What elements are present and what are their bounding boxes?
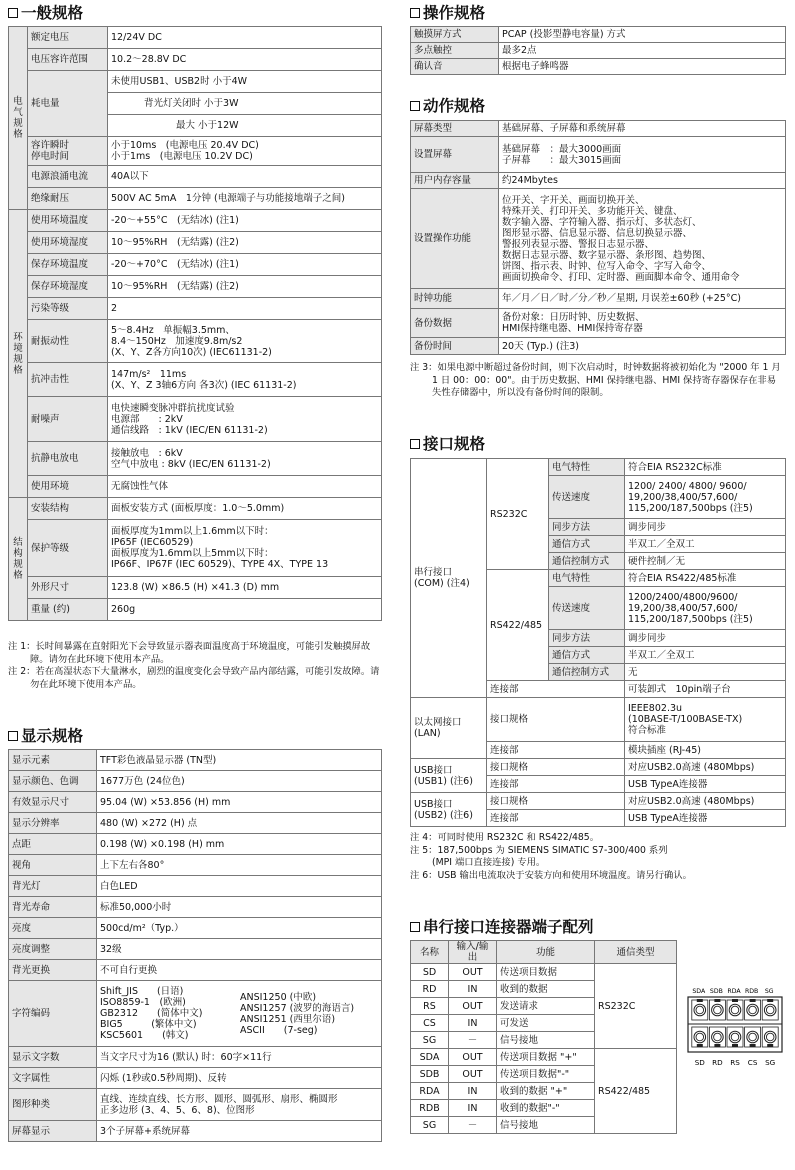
pin-function: 收到的数据 "+" bbox=[497, 1083, 595, 1100]
terminal-label-top: RDA bbox=[727, 988, 741, 995]
row-key: 触摸屏方式 bbox=[411, 27, 499, 43]
row-key: 耐振动性 bbox=[28, 320, 108, 363]
table-row bbox=[9, 71, 382, 93]
row-key: 额定电压 bbox=[28, 27, 108, 49]
row-key: 背光寿命 bbox=[9, 897, 97, 918]
row-key: 接口规格 bbox=[487, 793, 625, 810]
row-key: 确认音 bbox=[411, 59, 499, 75]
row-value: 10.2～28.8V DC bbox=[108, 49, 382, 71]
row-key: 屏幕类型 bbox=[411, 121, 499, 137]
row-key: 背光更换 bbox=[9, 960, 97, 981]
row-value: 不可自行更换 bbox=[97, 960, 382, 981]
row-key: 字符编码 bbox=[9, 981, 97, 1047]
row-key: 点距 bbox=[9, 834, 97, 855]
row-key: 备份时间 bbox=[411, 338, 499, 355]
column-header: 名称 bbox=[411, 941, 449, 964]
row-value: 根据电子蜂鸣器 bbox=[499, 59, 786, 75]
pin-name: SD bbox=[411, 964, 449, 981]
row-value: 电快速瞬变脉冲群抗扰度试验 电源部 : 2kV 通信线路 : 1kV (IEC/EN 61131-2) bbox=[108, 397, 382, 442]
row-key: 显示颜色、色调 bbox=[9, 771, 97, 792]
rs232c-label: RS232C bbox=[487, 459, 549, 570]
square-bullet-icon bbox=[410, 8, 420, 18]
row-value: 模块插座 (RJ-45) bbox=[625, 742, 786, 759]
pin-name: RDA bbox=[411, 1083, 449, 1100]
row-key: 时钟功能 bbox=[411, 289, 499, 309]
note: 注 5：187,500bps 为 SIEMENS SIMATIC S7-300/400 系列 (MPI 端口直接连接) 专用。 bbox=[410, 844, 668, 868]
terminal-clip bbox=[697, 999, 703, 1002]
table-row bbox=[411, 459, 786, 476]
row-key: 电气特性 bbox=[549, 570, 625, 587]
terminal-clip bbox=[732, 999, 738, 1002]
table-row bbox=[411, 27, 786, 43]
row-key: 显示元素 bbox=[9, 750, 97, 771]
terminal-clip bbox=[767, 999, 773, 1002]
row-key: 耐噪声 bbox=[28, 397, 108, 442]
table-row bbox=[9, 188, 382, 210]
row-value: 面板厚度为1mm以上1.6mm以下时： IP65F (IEC60529) 面板厚度为1.6mm以上5mm以下时： IP66F、IP67F (IEC 60529)、TYPE 4X、TYPE 13 bbox=[108, 520, 382, 577]
row-key: 视角 bbox=[9, 855, 97, 876]
table-row bbox=[411, 137, 786, 173]
pin-io: OUT bbox=[449, 1066, 497, 1083]
pin-name: CS bbox=[411, 1015, 449, 1032]
row-key: 屏幕显示 bbox=[9, 1121, 97, 1142]
square-bullet-icon bbox=[410, 922, 420, 932]
row-key: 容许瞬时 停电时间 bbox=[28, 137, 108, 166]
terminal-clip bbox=[732, 1044, 738, 1047]
row-key: 背光灯 bbox=[9, 876, 97, 897]
pin-name: SG bbox=[411, 1117, 449, 1134]
terminal-clip bbox=[714, 999, 720, 1002]
table-row bbox=[9, 981, 382, 1047]
encoding-cell bbox=[97, 981, 382, 1047]
row-value: 147m/s² 11ms (X、Y、Z 3轴6方向 各3次) (IEC 61131-2) bbox=[108, 363, 382, 397]
row-key: 绝缘耐压 bbox=[28, 188, 108, 210]
table-row bbox=[9, 897, 382, 918]
pin-io: IN bbox=[449, 1100, 497, 1117]
interface-label: 以太网接口 (LAN) bbox=[411, 698, 487, 759]
row-key: 保存环境湿度 bbox=[28, 276, 108, 298]
row-key: 连接部 bbox=[487, 742, 625, 759]
row-key: 显示文字数 bbox=[9, 1047, 97, 1068]
interface-title: 接口规格 bbox=[410, 435, 485, 453]
pin-function: 收到的数据 bbox=[497, 981, 595, 998]
row-key: 同步方法 bbox=[549, 630, 625, 647]
table-row bbox=[9, 49, 382, 71]
row-key: 保护等级 bbox=[28, 520, 108, 577]
row-value: 对应USB2.0高速 (480Mbps) bbox=[625, 793, 786, 810]
column-header: 功能 bbox=[497, 941, 595, 964]
row-value: 小于10ms (电源电压 20.4V DC) 小于1ms (电源电压 10.2V DC) bbox=[108, 137, 382, 166]
table-row bbox=[411, 338, 786, 355]
row-key: 备份数据 bbox=[411, 309, 499, 338]
row-key: 通信方式 bbox=[549, 536, 625, 553]
row-key: 连接部 bbox=[487, 776, 625, 793]
action-note: 注 3：如果电源中断超过备份时间，则下次启动时，时钟数据将被初始化为 "2000 年 1 月 1 日 00：00：00"。由于历史数据、HMI 保持继电器、HMI 保持寄存器保存在非易失性存储器中，所以没有备份时间的限制。 bbox=[410, 362, 781, 398]
row-value: 硬件控制／无 bbox=[625, 553, 786, 570]
row-value: 260g bbox=[108, 599, 382, 621]
table-row bbox=[9, 876, 382, 897]
table-row bbox=[9, 750, 382, 771]
row-value: IEEE802.3u (10BASE-T/100BASE-TX) 符合标准 bbox=[625, 698, 786, 742]
table-row bbox=[9, 276, 382, 298]
pin-assignment-table bbox=[410, 940, 677, 1134]
table-row bbox=[411, 309, 786, 338]
pin-io: OUT bbox=[449, 964, 497, 981]
terminal-clip bbox=[750, 1044, 756, 1047]
row-key: 耗电量 bbox=[28, 71, 108, 137]
row-key: 使用环境 bbox=[28, 476, 108, 498]
row-value: USB TypeA连接器 bbox=[625, 810, 786, 827]
table-row bbox=[9, 771, 382, 792]
row-key: 安装结构 bbox=[28, 498, 108, 520]
display-spec-table bbox=[8, 749, 382, 1142]
row-value: 500cd/m²（Typ.） bbox=[97, 918, 382, 939]
pin-function: 发送请求 bbox=[497, 998, 595, 1015]
rs422-label: RS422/485 bbox=[487, 570, 549, 681]
general-title: 一般规格 bbox=[8, 4, 83, 22]
operation-title: 操作规格 bbox=[410, 4, 485, 22]
pin-function: 传送项目数据 bbox=[497, 964, 595, 981]
encoding-list-right: ANSI1250 (中欧) ANSI1257 (波罗的海语言) ANSI1251 (西里尔语) ASCII (7-seg) bbox=[240, 991, 355, 1036]
row-value: 年／月／日／时／分／秒／星期, 月误差±60秒 (+25°C) bbox=[499, 289, 786, 309]
table-row bbox=[411, 793, 786, 810]
row-key: 外形尺寸 bbox=[28, 577, 108, 599]
row-key: 接口规格 bbox=[487, 698, 625, 742]
row-value: 0.198 (W) ×0.198 (H) mm bbox=[97, 834, 382, 855]
row-key: 图形种类 bbox=[9, 1089, 97, 1121]
row-value: 标准50,000小时 bbox=[97, 897, 382, 918]
row-key: 电气特性 bbox=[549, 459, 625, 476]
pin-io: IN bbox=[449, 1015, 497, 1032]
terminal-clip bbox=[767, 1044, 773, 1047]
terminal-block-diagram bbox=[686, 985, 784, 1070]
row-value: 位开关、字开关、画面切换开关、 特殊开关、打印开关、多功能开关、键盘、 数字输入器、字符输入器、指示灯、多状态灯、 图形显示器、信息显示器、信息切换显示器、 警报列表显示器、警报日志显示器、 数据日志显示器、数字显示器、条形图、趋势图、 饼图、指示表、时钟、位写入命令、字写入命令、 画面切换命令、打印、定时器、画面脚本命令、通用命令 bbox=[499, 189, 786, 289]
pin-function: 信号接地 bbox=[497, 1117, 595, 1134]
row-key: 用户内存容量 bbox=[411, 173, 499, 189]
table-row bbox=[9, 855, 382, 876]
comm-type: RS232C bbox=[595, 964, 677, 1049]
row-value: 备份对象：日历时钟、历史数据、 HMI保持继电器、HMI保持寄存器 bbox=[499, 309, 786, 338]
table-row bbox=[411, 759, 786, 776]
pin-name: RD bbox=[411, 981, 449, 998]
table-row bbox=[9, 813, 382, 834]
row-value: 5～8.4Hz 单振幅3.5mm、 8.4～150Hz 加速度9.8m/s2 (X、Y、Z各方向10次) (IEC61131-2) bbox=[108, 320, 382, 363]
row-value: USB TypeA连接器 bbox=[625, 776, 786, 793]
pin-function: 收到的数据"-" bbox=[497, 1100, 595, 1117]
square-bullet-icon bbox=[8, 731, 18, 741]
interface-spec-table bbox=[410, 458, 786, 827]
table-row bbox=[9, 834, 382, 855]
table-row bbox=[9, 397, 382, 442]
row-value: 最多2点 bbox=[499, 43, 786, 59]
display-title: 显示规格 bbox=[8, 727, 83, 745]
row-value: 调步同步 bbox=[625, 519, 786, 536]
group-label: 结 构 规 格 bbox=[9, 498, 28, 621]
terminal-label-bottom: RD bbox=[712, 1058, 723, 1067]
row-value: 半双工／全双工 bbox=[625, 536, 786, 553]
column-header: 输入/输出 bbox=[449, 941, 497, 964]
row-key: 使用环境湿度 bbox=[28, 232, 108, 254]
table-row bbox=[9, 939, 382, 960]
row-value: 1200/2400/4800/9600/ 19,200/38,400/57,600/ 115,200/187,500bps (注5) bbox=[625, 587, 786, 630]
row-key: 有效显示尺寸 bbox=[9, 792, 97, 813]
row-value: 基础屏幕、子屏幕和系统屏幕 bbox=[499, 121, 786, 137]
square-bullet-icon bbox=[8, 8, 18, 18]
table-row bbox=[9, 232, 382, 254]
row-value: 基础屏幕 ：最大3000画面 子屏幕 ：最大3015画面 bbox=[499, 137, 786, 173]
row-value: 无 bbox=[625, 664, 786, 681]
row-key: 通信控制方式 bbox=[549, 553, 625, 570]
terminal-label-bottom: CS bbox=[747, 1058, 758, 1067]
pins-title: 串行接口连接器端子配列 bbox=[410, 918, 594, 936]
row-key: 电压容许范围 bbox=[28, 49, 108, 71]
row-value: 40A以下 bbox=[108, 166, 382, 188]
table-row bbox=[9, 298, 382, 320]
row-value: 白色LED bbox=[97, 876, 382, 897]
operation-spec-table bbox=[410, 26, 786, 75]
row-value: 可装卸式 10pin端子台 bbox=[625, 681, 786, 698]
row-value: 3个子屏幕+系统屏幕 bbox=[97, 1121, 382, 1142]
terminal-label-top: SDB bbox=[709, 988, 723, 995]
row-value: 12/24V DC bbox=[108, 27, 382, 49]
action-spec-table bbox=[410, 120, 786, 355]
terminal-label-top: RDB bbox=[744, 988, 759, 995]
table-row bbox=[9, 363, 382, 397]
pin-name: RDB bbox=[411, 1100, 449, 1117]
row-value: 闪烁 (1秒或0.5秒周期)、反转 bbox=[97, 1068, 382, 1089]
row-value: 半双工／全双工 bbox=[625, 647, 786, 664]
table-row bbox=[9, 520, 382, 577]
table-row bbox=[411, 964, 677, 981]
terminal-label-bottom: SD bbox=[694, 1058, 705, 1067]
row-key: 保存环境温度 bbox=[28, 254, 108, 276]
row-value: -20～+55°C (无结冰) (注1) bbox=[108, 210, 382, 232]
square-bullet-icon bbox=[410, 439, 420, 449]
table-row bbox=[411, 173, 786, 189]
row-value: -20～+70°C (无结冰) (注1) bbox=[108, 254, 382, 276]
pin-name: SDA bbox=[411, 1049, 449, 1066]
pin-name: SG bbox=[411, 1032, 449, 1049]
table-row bbox=[411, 59, 786, 75]
pin-io: OUT bbox=[449, 1049, 497, 1066]
table-row bbox=[9, 137, 382, 166]
interface-notes bbox=[410, 832, 785, 882]
row-value: 面板安装方式 (面板厚度：1.0～5.0mm) bbox=[108, 498, 382, 520]
pin-name: RS bbox=[411, 998, 449, 1015]
row-key: 使用环境温度 bbox=[28, 210, 108, 232]
row-value: 123.8 (W) ×86.5 (H) ×41.3 (D) mm bbox=[108, 577, 382, 599]
row-value: 2 bbox=[108, 298, 382, 320]
encoding-list-left: Shift_JIS (日语) ISO8859-1 (欧洲) GB2312 (简体中文) BIG5 (繁体中文) KSC5601 (韩文) bbox=[100, 986, 203, 1041]
table-row bbox=[9, 960, 382, 981]
pin-function: 传送项目数据 "+" bbox=[497, 1049, 595, 1066]
action-title: 动作规格 bbox=[410, 97, 485, 115]
serial-label: 串行接口 (COM) (注4) bbox=[411, 459, 487, 698]
row-value: 1677万色 (24位色) bbox=[97, 771, 382, 792]
note: 注 2：若在高湿状态下大量淋水，剧烈的温度变化会导致产品内部结露，可能引发故障。请勿在此环境下使用本产品。 bbox=[8, 666, 380, 690]
general-spec-table bbox=[8, 26, 382, 621]
row-value: 符合EIA RS422/485标准 bbox=[625, 570, 786, 587]
row-value: 当文字尺寸为16 (默认) 时：60字×11行 bbox=[97, 1047, 382, 1068]
row-value: 无腐蚀性气体 bbox=[108, 476, 382, 498]
row-value: 直线、连续直线、长方形、圆形、圆弧形、扇形、椭圆形 正多边形 (3、4、5、6、8)、位图形 bbox=[97, 1089, 382, 1121]
row-value: 500V AC 5mA 1分钟 (电源端子与功能接地端子之间) bbox=[108, 188, 382, 210]
table-row bbox=[9, 210, 382, 232]
row-value: PCAP (投影型静电容量) 方式 bbox=[499, 27, 786, 43]
terminal-clip bbox=[750, 999, 756, 1002]
row-value: 上下左右各80° bbox=[97, 855, 382, 876]
general-notes bbox=[8, 641, 381, 691]
pin-function: 信号接地 bbox=[497, 1032, 595, 1049]
row-key: 传送速度 bbox=[549, 587, 625, 630]
table-row bbox=[9, 166, 382, 188]
note: 注 6：USB 输出电流取决于安装方向和使用环境温度。请另行确认。 bbox=[410, 869, 692, 881]
row-key: 连接部 bbox=[487, 681, 625, 698]
row-key: 多点触控 bbox=[411, 43, 499, 59]
row-value: 调步同步 bbox=[625, 630, 786, 647]
row-key: 重量 (约) bbox=[28, 599, 108, 621]
row-value: 符合EIA RS232C标准 bbox=[625, 459, 786, 476]
row-value: 对应USB2.0高速 (480Mbps) bbox=[625, 759, 786, 776]
row-value: 10～95%RH (无结露) (注2) bbox=[108, 276, 382, 298]
table-row bbox=[9, 442, 382, 476]
table-row bbox=[9, 792, 382, 813]
table-row bbox=[9, 27, 382, 49]
table-row bbox=[9, 1068, 382, 1089]
row-key: 电源浪涌电流 bbox=[28, 166, 108, 188]
table-row bbox=[411, 698, 786, 742]
row-value: TFT彩色液晶显示器 (TN型) bbox=[97, 750, 382, 771]
table-row bbox=[9, 476, 382, 498]
table-row bbox=[9, 254, 382, 276]
row-key: 抗静电放电 bbox=[28, 442, 108, 476]
table-row bbox=[9, 918, 382, 939]
row-value: 接触放电 : 6kV 空气中放电 : 8kV (IEC/EN 61131-2) bbox=[108, 442, 382, 476]
terminal-label-top: SDA bbox=[692, 988, 706, 995]
row-key: 通信方式 bbox=[549, 647, 625, 664]
row-value: 背光灯关闭时 小于3W bbox=[108, 93, 382, 115]
row-key: 亮度调整 bbox=[9, 939, 97, 960]
pin-function: 可发送 bbox=[497, 1015, 595, 1032]
table-row bbox=[411, 121, 786, 137]
terminal-label-top: SG bbox=[764, 988, 774, 995]
table-row bbox=[411, 189, 786, 289]
row-key: 通信控制方式 bbox=[549, 664, 625, 681]
pin-name: SDB bbox=[411, 1066, 449, 1083]
row-value: 95.04 (W) ×53.856 (H) mm bbox=[97, 792, 382, 813]
row-value: 未使用USB1、USB2时 小于4W bbox=[108, 71, 382, 93]
row-key: 文字属性 bbox=[9, 1068, 97, 1089]
pin-io: IN bbox=[449, 981, 497, 998]
row-key: 传送速度 bbox=[549, 476, 625, 519]
table-row bbox=[411, 43, 786, 59]
table-row bbox=[9, 498, 382, 520]
terminal-clip bbox=[714, 1044, 720, 1047]
row-key: 设置屏幕 bbox=[411, 137, 499, 173]
row-key: 显示分辨率 bbox=[9, 813, 97, 834]
pin-io: OUT bbox=[449, 998, 497, 1015]
table-row bbox=[9, 1047, 382, 1068]
row-value: 480 (W) ×272 (H) 点 bbox=[97, 813, 382, 834]
group-label: 电 气 规 格 bbox=[9, 27, 28, 210]
row-key: 接口规格 bbox=[487, 759, 625, 776]
comm-type: RS422/485 bbox=[595, 1049, 677, 1134]
row-value: 10～95%RH (无结露) (注2) bbox=[108, 232, 382, 254]
table-row bbox=[9, 320, 382, 363]
table-row bbox=[9, 1089, 382, 1121]
group-label: 环 境 规 格 bbox=[9, 210, 28, 498]
table-row bbox=[411, 289, 786, 309]
pin-function: 传送项目数据"-" bbox=[497, 1066, 595, 1083]
table-row bbox=[9, 1121, 382, 1142]
table-row bbox=[411, 1049, 677, 1066]
square-bullet-icon bbox=[410, 101, 420, 111]
row-key: 同步方法 bbox=[549, 519, 625, 536]
pin-io: IN bbox=[449, 1083, 497, 1100]
terminal-clip bbox=[697, 1044, 703, 1047]
table-row bbox=[411, 941, 677, 964]
row-key: 抗冲击性 bbox=[28, 363, 108, 397]
note: 注 1：长时间暴露在直射阳光下会导致显示器表面温度高于环境温度，可能引发触摸屏故障。请勿在此环境下使用本产品。 bbox=[8, 641, 371, 665]
row-value: 20天 (Typ.) (注3) bbox=[499, 338, 786, 355]
pin-io: － bbox=[449, 1117, 497, 1134]
terminal-label-bottom: RS bbox=[730, 1058, 740, 1067]
terminal-label-bottom: SG bbox=[765, 1058, 776, 1067]
row-key: 设置操作功能 bbox=[411, 189, 499, 289]
row-key: 亮度 bbox=[9, 918, 97, 939]
interface-label: USB接口 (USB1) (注6) bbox=[411, 759, 487, 793]
row-value: 最大 小于12W bbox=[108, 115, 382, 137]
row-value: 约24Mbytes bbox=[499, 173, 786, 189]
table-row bbox=[9, 599, 382, 621]
pin-io: － bbox=[449, 1032, 497, 1049]
note: 注 4：可同时使用 RS232C 和 RS422/485。 bbox=[410, 832, 599, 843]
row-value: 32级 bbox=[97, 939, 382, 960]
interface-label: USB接口 (USB2) (注6) bbox=[411, 793, 487, 827]
row-value: 1200/ 2400/ 4800/ 9600/ 19,200/38,400/57,600/ 115,200/187,500bps (注5) bbox=[625, 476, 786, 519]
row-key: 连接部 bbox=[487, 810, 625, 827]
column-header: 通信类型 bbox=[595, 941, 677, 964]
table-row bbox=[9, 577, 382, 599]
row-key: 污染等级 bbox=[28, 298, 108, 320]
